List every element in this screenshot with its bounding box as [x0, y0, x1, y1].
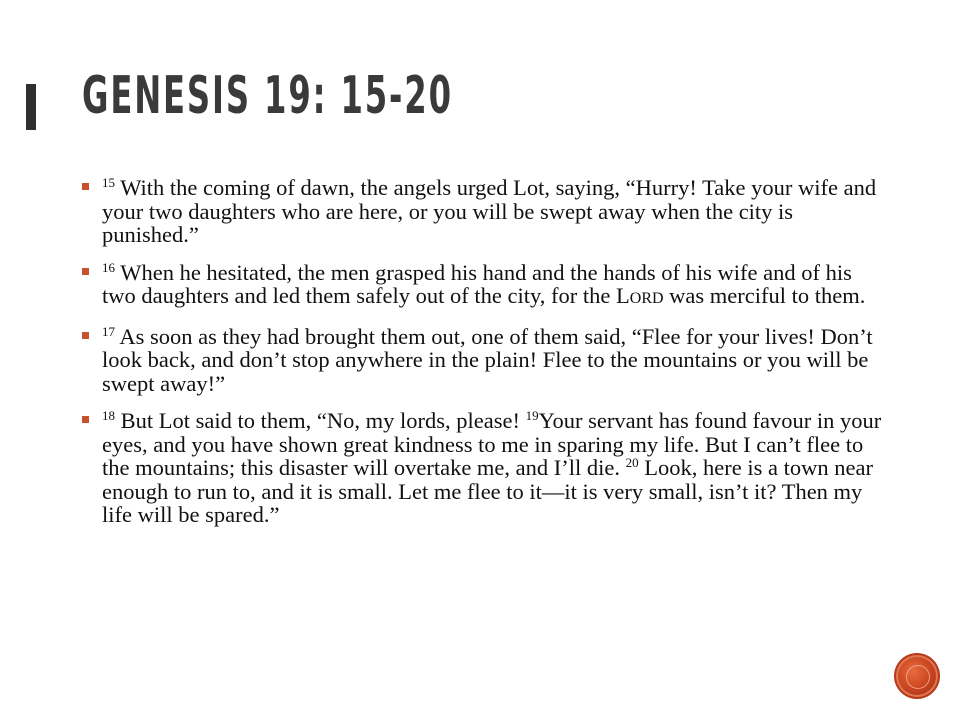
verse-text-cont: Your servant has found favour in your eyes, and you have shown great kindness to me in sparing my life. But I can’t flee to the mountains; this disaster will overtake me, and I’ll die. [102, 408, 882, 480]
square-bullet-icon [82, 416, 89, 423]
verse-list [82, 176, 882, 541]
decorative-seal-icon [898, 657, 936, 695]
title-accent-bar [26, 84, 36, 130]
verse-text-cont: was merciful to them. [663, 283, 866, 308]
verse-number: 19 [525, 408, 539, 423]
slide-title: GENESIS 19: 15-20 [82, 66, 453, 126]
verse-18 [82, 409, 882, 527]
verse-number: 15 [102, 175, 115, 190]
square-bullet-icon [82, 183, 89, 190]
verse-16 [82, 261, 882, 311]
verse-text-cont: Look, here is a town near enough to run to, and it is small. Let me flee to it—it is very small, isn’t it? Then my life will be spared.” [102, 455, 873, 527]
verse-number: 20 [625, 455, 639, 470]
verse-text: As soon as they had brought them out, one of them said, “Flee for your lives! Don’t look back, and don’t stop anywhere in the plain! Flee to the mountains or you will be swept away!” [102, 323, 873, 396]
verse-number: 16 [102, 259, 115, 275]
verse-text: With the coming of dawn, the angels urged Lot, saying, “Hurry! Take your wife and your two daughters who are here, or you will be swept away when the city is punished.” [102, 175, 877, 247]
small-caps-text: ORD [629, 290, 664, 307]
verse-17 [82, 325, 882, 396]
verse-15 [82, 176, 882, 247]
square-bullet-icon [82, 268, 89, 275]
verse-text: When he hesitated, the men grasped his hand and the hands of his wife and of his two daughters and led them safely out of the city, for the L [102, 259, 852, 308]
verse-number: 17 [102, 323, 115, 339]
verse-text: But Lot said to them, “No, my lords, please! [115, 408, 526, 433]
square-bullet-icon [82, 332, 89, 339]
verse-number: 18 [102, 408, 115, 423]
